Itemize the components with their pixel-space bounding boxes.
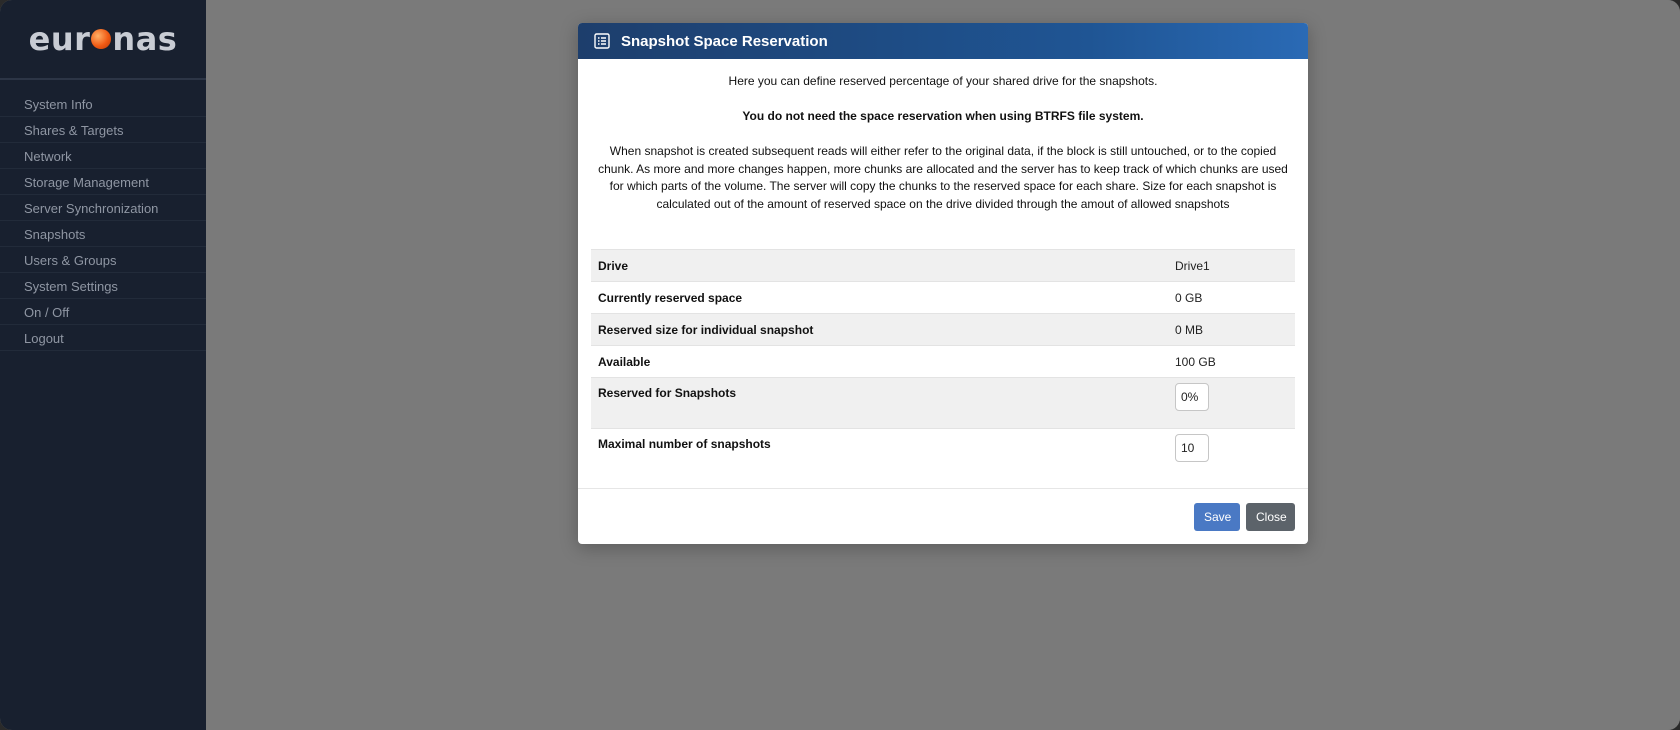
row-value: 0 GB [1168,282,1295,314]
reserved-for-snapshots-label: Reserved for Snapshots [591,378,1168,429]
save-button[interactable]: Save [1194,503,1240,531]
table-row [591,250,1295,282]
sidebar-item-users-groups[interactable]: Users & Groups [0,248,206,273]
max-snapshots-input[interactable] [1175,434,1209,462]
sidebar-item-on-off[interactable]: On / Off [0,300,206,325]
euronas-logo[interactable] [0,0,206,80]
list-icon [594,33,610,49]
row-label: Reserved size for individual snapshot [591,314,1168,346]
row-value: 100 GB [1168,346,1295,378]
intro-text: Here you can define reserved percentage of your shared drive for the snapshots. [728,74,1158,88]
sidebar-item-network[interactable]: Network [0,144,206,169]
btrfs-note: You do not need the space reservation when using BTRFS file system. [742,109,1144,123]
row-value: 0 MB [1168,314,1295,346]
sidebar-item-server-synchronization[interactable]: Server Synchronization [0,196,206,221]
logo-orb-icon [91,29,111,49]
table-row [591,346,1295,378]
row-label: Currently reserved space [591,282,1168,314]
dialog-footer [578,488,1308,544]
dialog-body [578,73,1308,479]
sidebar-item-snapshots[interactable]: Snapshots [0,222,206,247]
sidebar-item-system-settings[interactable]: System Settings [0,274,206,299]
row-label: Available [591,346,1168,378]
reservation-table [591,249,1295,479]
sidebar-item-storage-management[interactable]: Storage Management [0,170,206,195]
close-button[interactable]: Close [1246,503,1295,531]
reserved-percentage-input[interactable] [1175,383,1209,411]
table-row [591,314,1295,346]
max-snapshots-label: Maximal number of snapshots [591,429,1168,480]
row-label: Drive [591,250,1168,282]
table-row [591,282,1295,314]
sidebar-item-logout[interactable]: Logout [0,326,206,351]
sidebar-item-system-info[interactable]: System Info [0,92,206,117]
snapshot-reservation-dialog [578,23,1308,544]
table-row [591,378,1295,429]
logo-text-left: eur [28,20,91,58]
row-value: Drive1 [1168,250,1295,282]
dialog-header [578,23,1308,59]
table-row [591,429,1295,480]
explanation-text: When snapshot is created subsequent reads will either refer to the original data, if the block is still untouched, or to the copied chunk. As more and more changes happen, more chunks are allocated and the server has to keep track of which chunks are used for which parts of the volume. The server will copy the chunks to the reserved space for each share. Size for each snapshot is calculated out of the amount of reserved space on the drive divided through the amout of allowed snapshots [598,144,1288,211]
logo-text-right: nas [112,20,178,58]
sidebar-nav [0,80,206,351]
sidebar-item-shares-targets[interactable]: Shares & Targets [0,118,206,143]
sidebar [0,0,207,730]
dialog-title: Snapshot Space Reservation [621,32,828,50]
